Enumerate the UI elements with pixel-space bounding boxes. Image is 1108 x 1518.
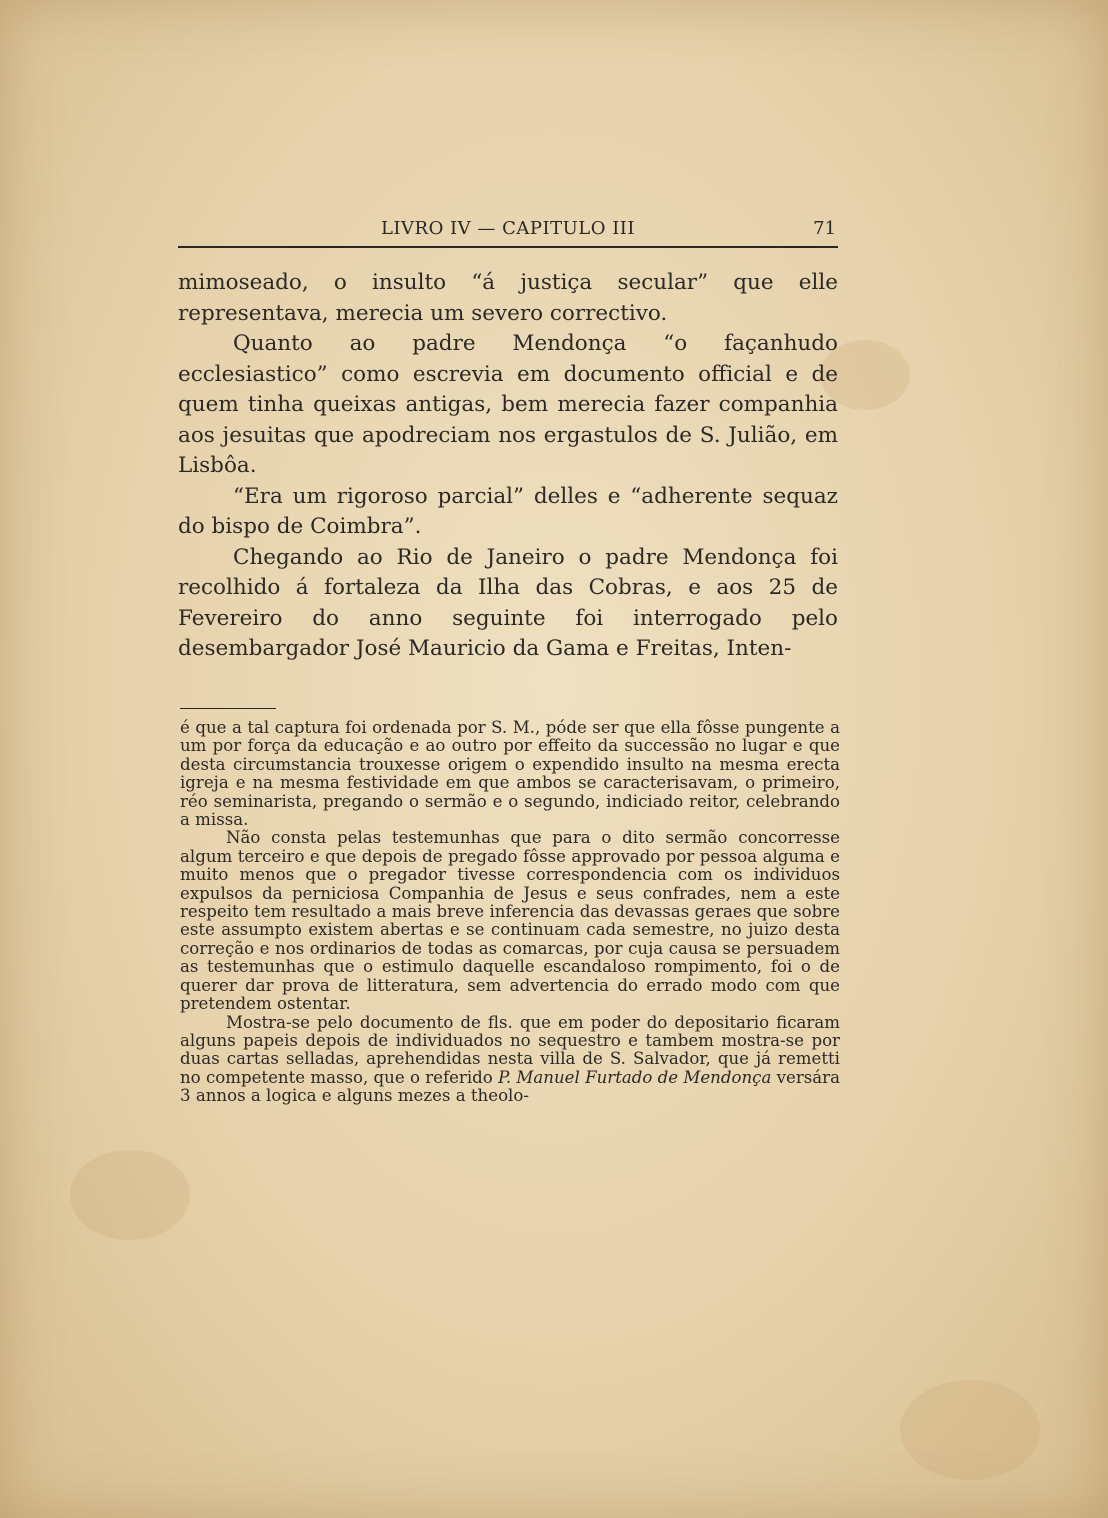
paper-stain [900, 1380, 1040, 1480]
paper-stain [70, 1150, 190, 1240]
paragraph: Quanto ao padre Mendonça “o façanhudo ecclesiastico” como escrevia em documento official e de quem tinha queixas antigas, bem merecia fazer companhia aos jesuitas que apodreciam nos ergastulos de S. Julião, em Lisbôa. [178, 331, 838, 478]
footnote-text: Mostra-se pelo documento de fls. que em poder do depositario ficaram alguns papeis depois de individuados no sequestro e tambem mostra-se por duas cartas selladas, aprehendidas nesta villa de S. Salvador, que já remetti no competente masso, que o referido [180, 1012, 840, 1087]
paragraph: mimoseado, o insulto “á justiça secular” que elle representava, merecia um severo correctivo. [178, 270, 838, 326]
main-text [178, 268, 838, 665]
footnote-paragraph: Não consta pelas testemunhas que para o dito sermão concorresse algum terceiro e que depois de pregado fôsse approvado por pessoa alguma e muito menos que o pregador tivesse correspondencia com os individuos expulsos da perniciosa Companhia de Jesus e seus confrades, nem a este respeito tem resultado a mais breve inferencia das devassas geraes que sobre este assumpto existem abertas e se continuam cada semestre, no juizo desta correção e nos ordinarios de todas as comarcas, por cuja causa se persuadem as testemunhas que o estimulo daquelle escandaloso rompimento, foi o de querer dar prova de litteratura, sem advertencia do errado modo com que pretendem ostentar. [180, 828, 840, 1014]
footnotes [180, 719, 840, 1106]
footnote-separator [180, 708, 276, 709]
footnote-paragraph: é que a tal captura foi ordenada por S. M., póde ser que ella fôsse pungente a um por força da educação e ao outro por effeito da successão no lugar e que desta circumstancia trouxesse origem o expendido insulto na mesma erecta igreja e na mesma festividade em que ambos se caracterisavam, o primeiro, réo seminarista, pregando o sermão e o segundo, indiciado reitor, celebrando a missa. [180, 718, 840, 830]
running-header [178, 216, 838, 248]
paragraph: Chegando ao Rio de Janeiro o padre Mendonça foi recolhido á fortaleza da Ilha das Cobras, e aos 25 de Fevereiro do anno seguinte foi interrogado pelo desembargador José Mauricio da Gama e Freitas, Inten- [178, 544, 838, 661]
paragraph: “Era um rigoroso parcial” delles e “adherente sequaz do bispo de Coimbra”. [178, 483, 838, 539]
footnote-paragraph [180, 1014, 840, 1106]
footnote-text: versára 3 annos a logica e alguns mezes a theolo- [180, 1067, 840, 1106]
person-name: P. Manuel Furtado de Mendonça [498, 1067, 772, 1087]
page-number: 71 [813, 218, 836, 239]
running-title: LIVRO IV — CAPITULO III [380, 218, 636, 239]
